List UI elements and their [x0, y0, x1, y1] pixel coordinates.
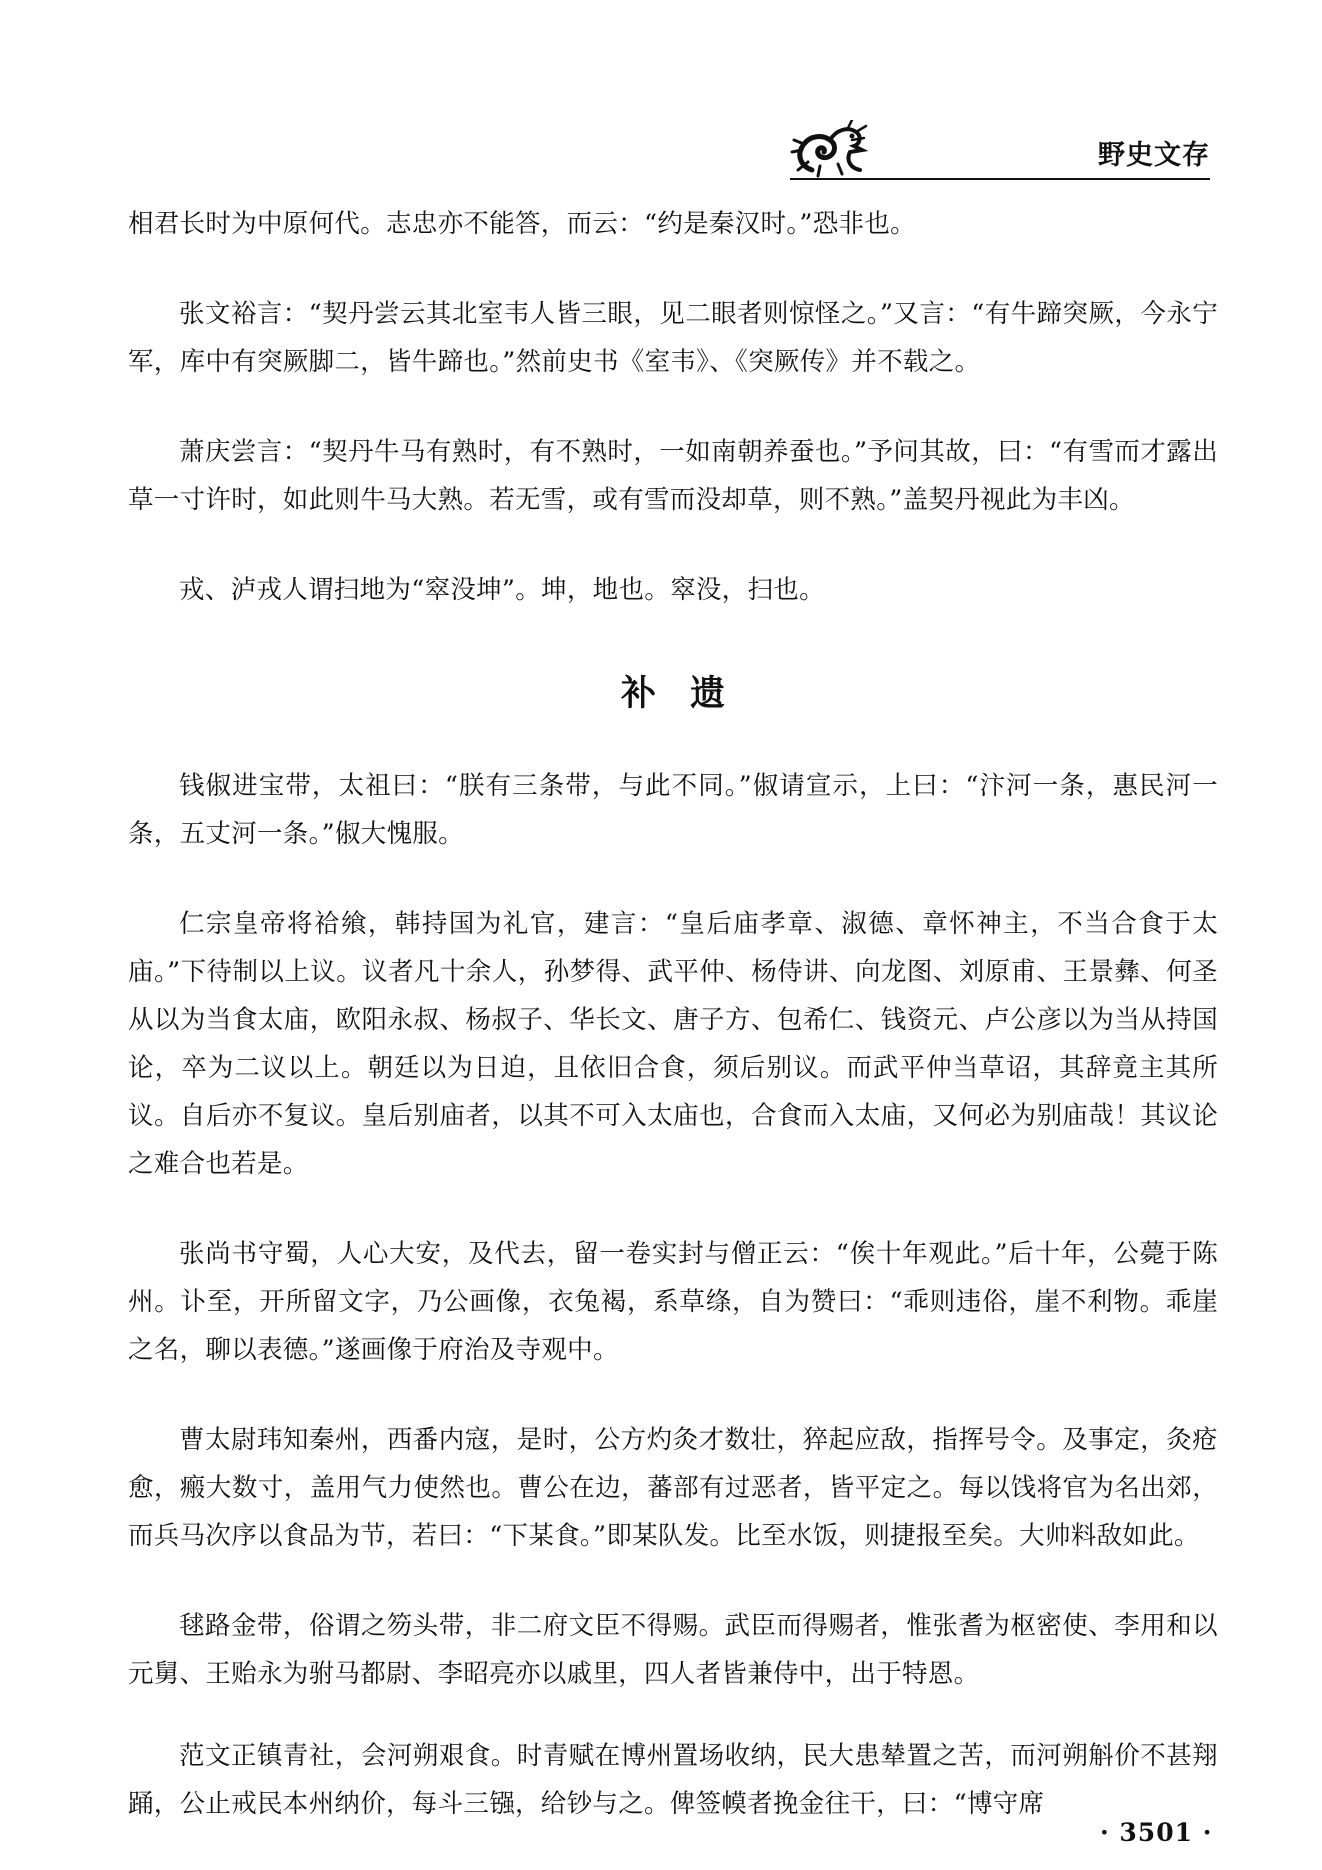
paragraph: 张尚书守蜀，人心大安，及代去，留一卷实封与僧正云：“俟十年观此。”后十年，公薨于陈州。讣至，开所留文字，乃公画像，衣兔褐，系草绦，自为赞曰：“乖则违俗，崖不利物。乖崖之名，聊以表德。”遂画像于府治及寺观中。 [128, 1239, 1218, 1365]
paragraph-continued: 相君长时为中原何代。志忠亦不能答，而云：“约是秦汉时。”恐非也。 [128, 209, 916, 239]
dragon-emblem-icon [790, 120, 870, 178]
paragraph: 钱俶进宝带，太祖曰：“朕有三条带，与此不同。”俶请宣示，上曰：“汴河一条，惠民河一条，五丈河一条。”俶大愧服。 [128, 771, 1218, 849]
paragraph: 戎、泸戎人谓扫地为“窣没坤”。坤，地也。窣没，扫也。 [179, 575, 825, 605]
paragraph: 毬路金带，俗谓之笏头带，非二府文臣不得赐。武臣而得赐者，惟张耆为枢密使、李用和以元舅、王贻永为驸马都尉、李昭亮亦以戚里，四人者皆兼侍中，出于特恩。 [128, 1611, 1218, 1689]
paragraph: 仁宗皇帝将祫飨，韩持国为礼官，建言：“皇后庙孝章、淑德、章怀神主，不当合食于太庙。”下待制以上议。议者凡十余人，孙梦得、武平仲、杨侍讲、向龙图、刘原甫、王景彝、何圣从以为当食太庙，欧阳永叔、杨叔子、华长文、唐子方、包希仁、钱资元、卢公彦以为当从持国论，卒为二议以上。朝廷以为日迫，且依旧合食，须后别议。而武平仲当草诏，其辞竟主其所议。自后亦不复议。皇后别庙者，以其不可入太庙也，合食而入太庙，又何必为别庙哉！其议论之难合也若是。 [128, 909, 1218, 1179]
page-number: · 3501 · [1100, 1818, 1213, 1847]
paragraph: 张文裕言：“契丹尝云其北室韦人皆三眼，见二眼者则惊怪之。”又言：“有牛蹄突厥，今永宁军，库中有突厥脚二，皆牛蹄也。”然前史书《室韦》、《突厥传》并不载之。 [128, 299, 1218, 377]
paragraph: 萧庆尝言：“契丹牛马有熟时，有不熟时，一如南朝养蚕也。”予问其故，曰：“有雪而才露出草一寸许时，如此则牛马大熟。若无雪，或有雪而没却草，则不熟。”盖契丹视此为丰凶。 [128, 437, 1218, 515]
paragraph: 曹太尉玮知秦州，西番内寇，是时，公方灼灸才数壮，猝起应敌，指挥号令。及事定，灸疮愈，瘢大数寸，盖用气力使然也。曹公在边，蕃部有过恶者，皆平定之。每以饯将官为名出郊，而兵马次序以食品为节，若曰：“下某食。”即某队发。比至水饭，则捷报至矣。大帅料敌如此。 [128, 1425, 1218, 1551]
running-header-title: 野史文存 [1098, 140, 1210, 171]
page-content [128, 200, 1218, 1828]
paragraph: 范文正镇青社，会河朔艰食。时青赋在博州置场收纳，民大患辇置之苦，而河朔斛价不甚翔踊，公止戒民本州纳价，每斗三镪，给钞与之。俾签幙者挽金往干，曰：“博守席 [128, 1741, 1218, 1819]
section-heading: 补遗 [620, 674, 759, 714]
header-rule [790, 178, 1210, 180]
